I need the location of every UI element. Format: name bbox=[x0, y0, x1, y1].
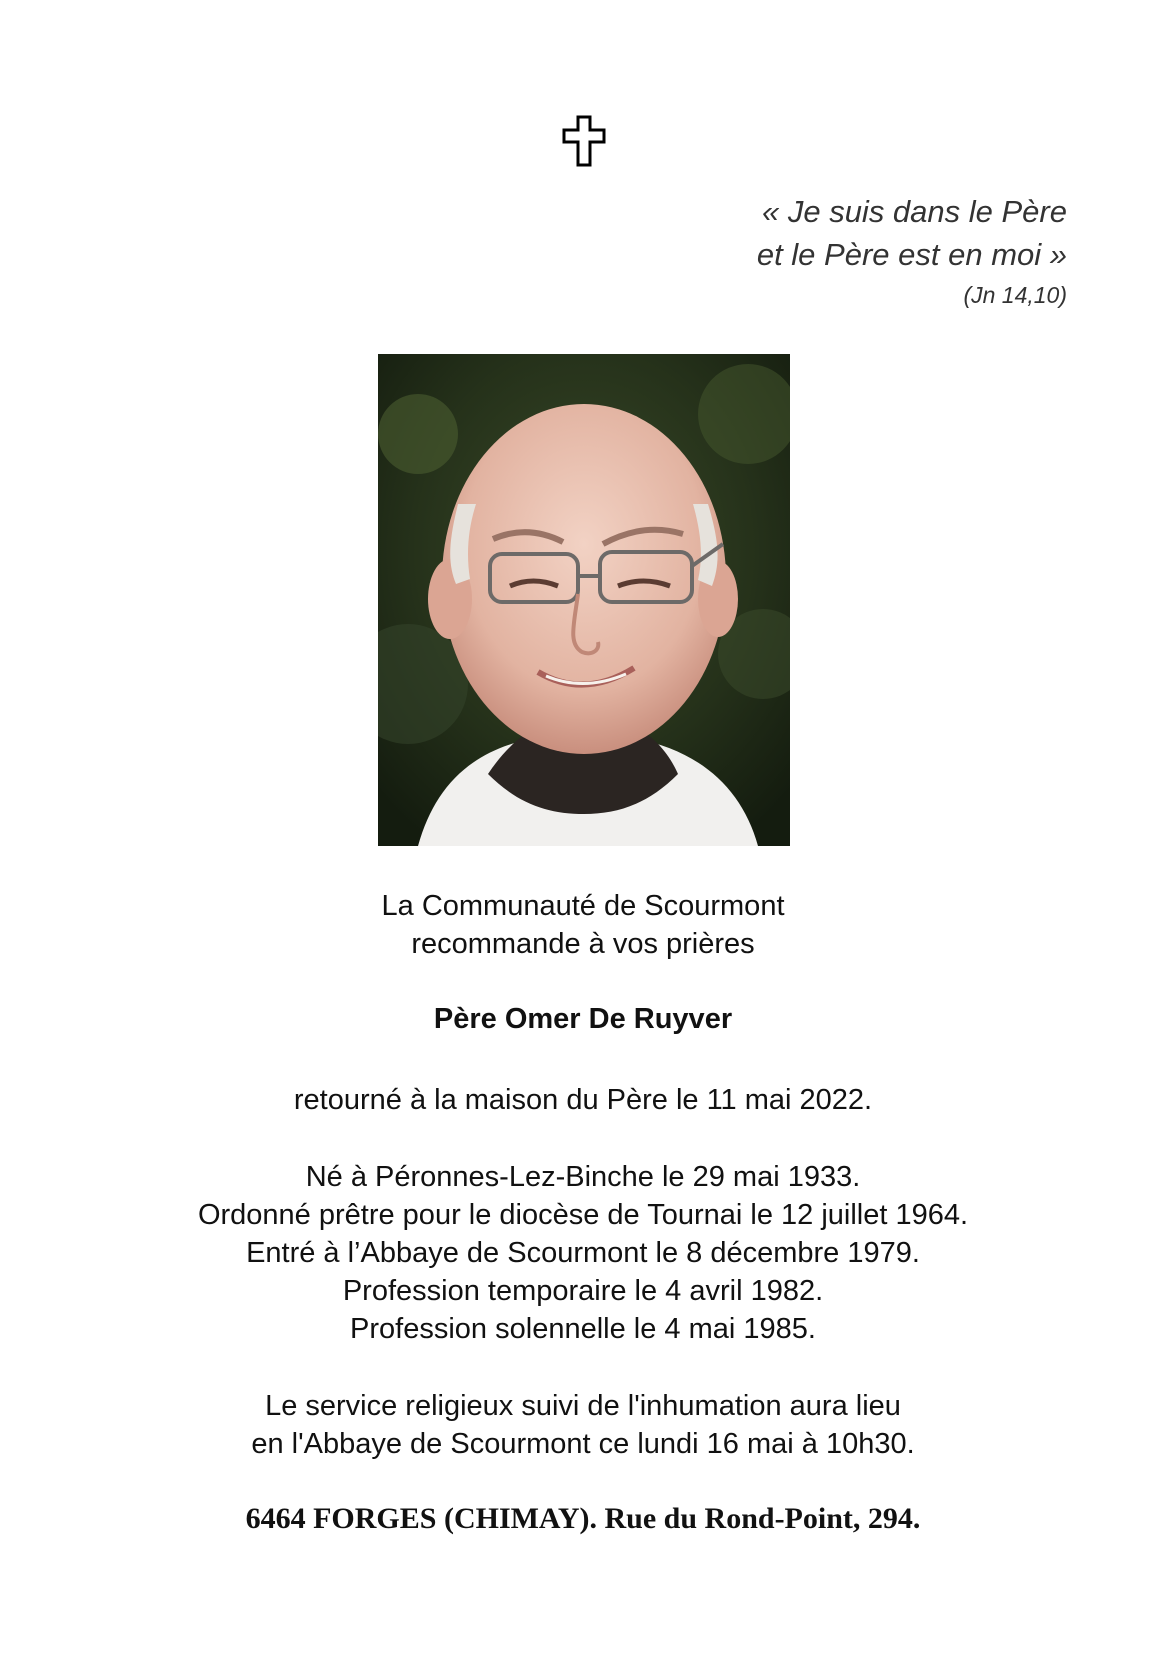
biography-line-entry: Entré à l’Abbaye de Scourmont le 8 décembre 1979. bbox=[246, 1237, 920, 1269]
returned-line: retourné à la maison du Père le 11 mai 2022. bbox=[293, 1084, 873, 1116]
biography-line-temporary-profession: Profession temporaire le 4 avril 1982. bbox=[342, 1275, 824, 1307]
quote-line-1: « Je suis dans le Père bbox=[761, 194, 1067, 229]
address: 6464 FORGES (CHIMAY). Rue du Rond-Point, 294. bbox=[245, 1502, 921, 1535]
service-line-1: Le service religieux suivi de l'inhumation aura lieu bbox=[265, 1390, 901, 1422]
bible-quote bbox=[757, 190, 1067, 276]
cross-icon bbox=[561, 115, 607, 167]
biography bbox=[0, 1158, 1166, 1348]
deceased-name: Père Omer De Ruyver bbox=[433, 1003, 733, 1035]
biography-line-birth: Né à Péronnes-Lez-Binche le 29 mai 1933. bbox=[305, 1161, 861, 1193]
service-line-2: en l'Abbaye de Scourmont ce lundi 16 mai à 10h30. bbox=[251, 1428, 915, 1460]
quote-line-2: et le Père est en moi » bbox=[756, 237, 1067, 272]
funeral-service bbox=[0, 1387, 1166, 1463]
intro-line-1: La Communauté de Scourmont bbox=[381, 890, 785, 922]
date-of-death bbox=[0, 1081, 1166, 1119]
intro-line-2: recommande à vos prières bbox=[411, 928, 755, 960]
portrait-photo bbox=[378, 354, 790, 846]
quote-reference: (Jn 14,10) bbox=[963, 282, 1067, 308]
community-intro bbox=[0, 887, 1166, 963]
biography-line-ordination: Ordonné prêtre pour le diocèse de Tournai le 12 juillet 1964. bbox=[197, 1199, 969, 1231]
biography-line-solemn-profession: Profession solennelle le 4 mai 1985. bbox=[350, 1313, 816, 1345]
